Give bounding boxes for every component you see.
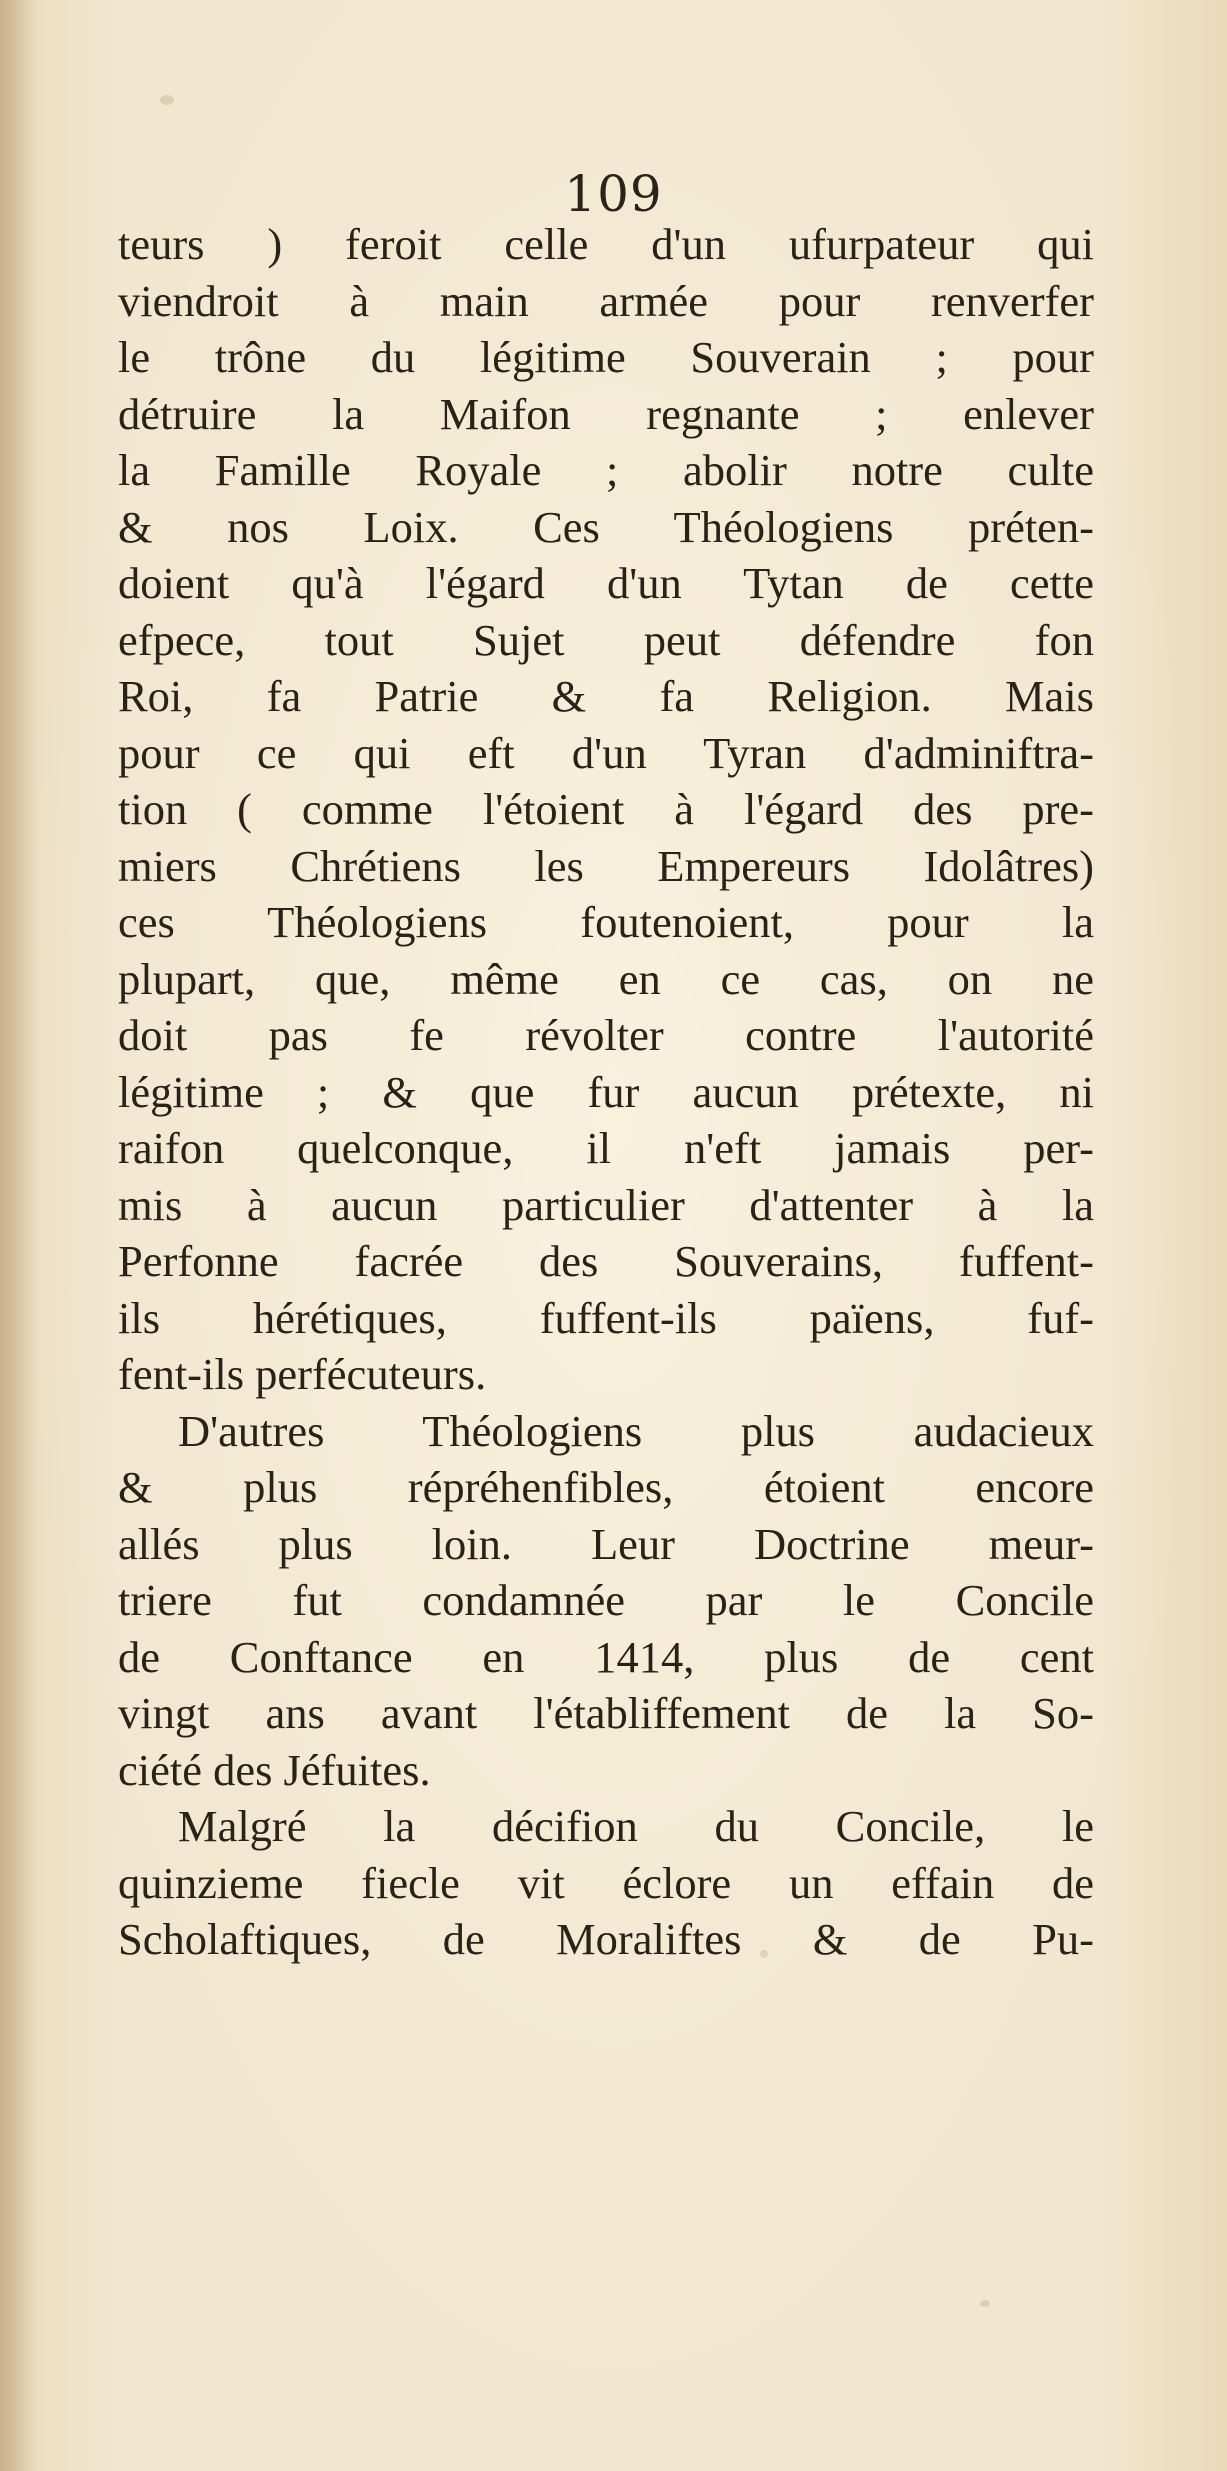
text-line: teurs ) feroit celle d'un ufurpateur qui (118, 219, 1094, 269)
text-line: triere fut condamnée par le Concile (118, 1575, 1094, 1625)
paragraph-first-line: D'autres Théologiens plus audacieux (178, 1405, 1094, 1456)
text-line: doit pas fe révolter contre l'autorité (118, 1010, 1094, 1060)
page-number: 109 (564, 165, 663, 223)
text-line: miers Chrétiens les Empereurs Idolâtres) (118, 840, 1094, 891)
paper-stain (980, 2300, 990, 2307)
text-line: allés plus loin. Leur Doctrine meur- (118, 1518, 1094, 1569)
text-line: plupart, que, même en ce cas, on ne (118, 953, 1094, 1004)
text-line: Roi, fa Patrie & fa Religion. Mais (118, 671, 1094, 721)
text-line: efpece, tout Sujet peut défendre fon (118, 614, 1094, 665)
text-line: détruire la Maifon regnante ; enlever (118, 388, 1094, 439)
body-text (118, 216, 1094, 1968)
text-line: Perfonne facrée des Souverains, fuffent- (118, 1236, 1094, 1286)
text-line: doient qu'à l'égard d'un Tytan de cette (118, 558, 1094, 608)
text-line: & nos Loix. Ces Théologiens préten- (118, 501, 1094, 552)
text-line: légitime ; & que fur aucun prétexte, ni (118, 1066, 1094, 1117)
text-line: tion ( comme l'étoient à l'égard des pre- (118, 784, 1094, 834)
text-line: Scholaftiques, de Moraliftes & de Pu- (118, 1914, 1094, 1964)
text-line: ils hérétiques, fuffent-ils païens, fuf- (118, 1292, 1094, 1343)
text-line: ces Théologiens foutenoient, pour la (118, 897, 1094, 947)
paragraph-end-line: fent-ils perfécuteurs. (118, 1349, 487, 1399)
text-line: de Conftance en 1414, plus de cent (118, 1631, 1094, 1682)
text-line: pour ce qui eft d'un Tyran d'adminiftra- (118, 727, 1094, 778)
text-line: quinzieme fiecle vit éclore un effain de (118, 1857, 1094, 1908)
text-line: le trône du légitime Souverain ; pour (118, 332, 1094, 382)
paragraph-end-line: ciété des Jéfuites. (118, 1744, 431, 1795)
text-line: mis à aucun particulier d'attenter à la (118, 1179, 1094, 1230)
paragraph-first-line: Malgré la décifion du Concile, le (178, 1801, 1094, 1851)
text-line: la Famille Royale ; abolir notre culte (118, 445, 1094, 495)
page-gutter-shadow (0, 0, 38, 2471)
text-line: raifon quelconque, il n'eft jamais per- (118, 1123, 1094, 1173)
paper-stain (160, 95, 174, 105)
text-line: vingt ans avant l'établiffement de la So- (118, 1688, 1094, 1738)
text-line: & plus répréhenfibles, étoient encore (118, 1462, 1094, 1512)
text-line: viendroit à main armée pour renverfer (118, 275, 1094, 326)
